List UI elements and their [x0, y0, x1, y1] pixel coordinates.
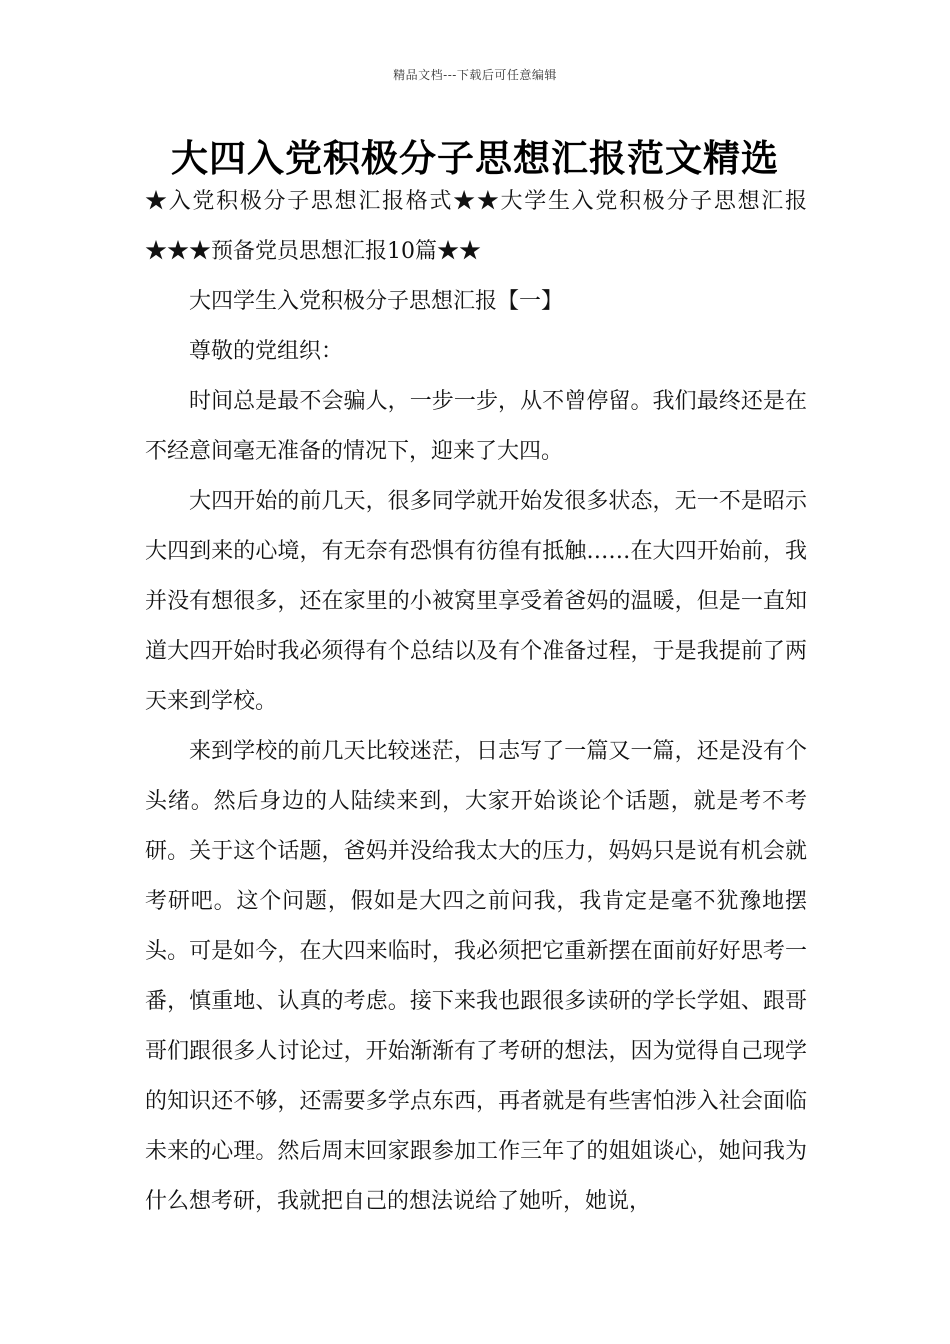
document-body	[145, 177, 807, 1227]
paragraph: 来到学校的前几天比较迷茫，日志写了一篇又一篇，还是没有个头绪。然后身边的人陆续来到，大家开始谈论个话题，就是考不考研。关于这个话题，爸妈并没给我太大的压力，妈妈只是说有机会就考研吧。这个问题，假如是大四之前问我，我肯定是毫不犹豫地摆头。可是如今，在大四来临时，我必须把它重新摆在面前好好思考一番，慎重地、认真的考虑。接下来我也跟很多读研的学长学姐、跟哥哥们跟很多人讨论过，开始渐渐有了考研的想法，因为觉得自己现学的知识还不够，还需要多学点东西，再者就是有些害怕涉入社会面临未来的心理。然后周末回家跟参加工作三年了的姐姐谈心，她问我为什么想考研，我就把自己的想法说给了她听，她说，	[145, 739, 807, 1214]
section-title: 大四学生入党积极分子思想汇报【一】	[189, 289, 564, 314]
paragraph: 时间总是最不会骗人，一步一步，从不曾停留。我们最终还是在不经意间毫无准备的情况下，迎来了大四。	[145, 389, 807, 464]
document-title: 大四入党积极分子思想汇报范文精选	[171, 137, 779, 180]
header-note: 精品文档---下载后可任意编辑	[393, 68, 557, 82]
salutation: 尊敬的党组织：	[189, 339, 344, 364]
related-links-line: ★入党积极分子思想汇报格式★★大学生入党积极分子思想汇报★★★预备党员思想汇报10篇★★	[145, 189, 807, 264]
paragraph: 大四开始的前几天，很多同学就开始发很多状态，无一不是昭示大四到来的心境，有无奈有恐惧有彷徨有抵触……在大四开始前，我并没有想很多，还在家里的小被窝里享受着爸妈的温暖，但是一直知道大四开始时我必须得有个总结以及有个准备过程，于是我提前了两天来到学校。	[145, 489, 807, 714]
